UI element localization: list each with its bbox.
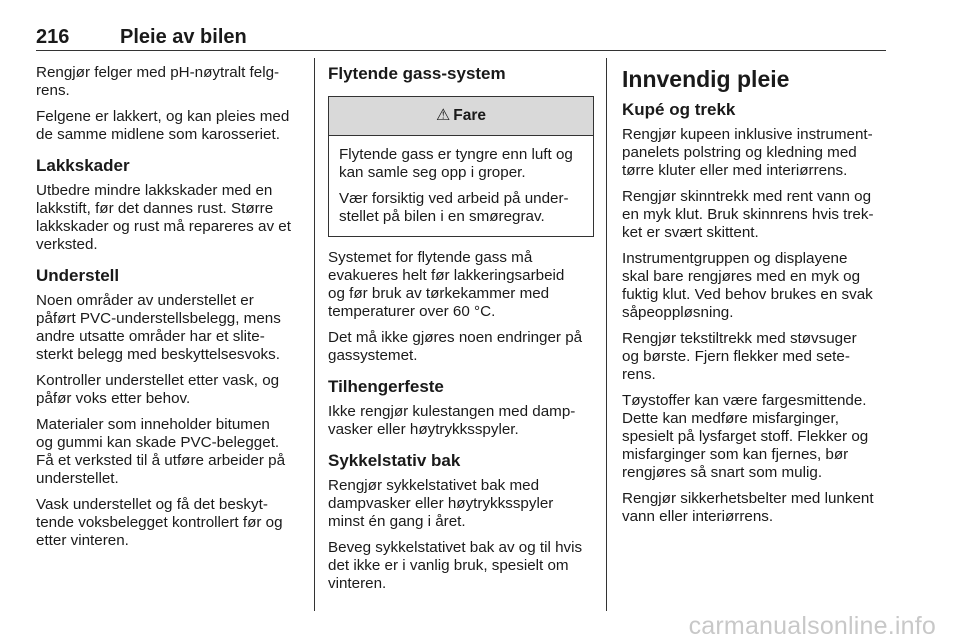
section-heading-understell: Understell <box>36 266 120 285</box>
column-3 <box>622 64 890 534</box>
paragraph: Beveg sykkelstativet bak av og til hvis det ikke er i vanlig bruk, spesielt om vinteren. <box>328 539 583 592</box>
section-heading-lakkskader: Lakkskader <box>36 156 130 175</box>
paragraph: Ikke rengjør kulestangen med damp- vasker eller høytrykksspyler. <box>328 403 576 438</box>
header-rule <box>36 50 886 51</box>
paragraph: Noen områder av understellet er påført PVC-understellsbelegg, mens andre utsatte områder har et slite- sterkt belegg med beskyttelsesvoks. <box>36 292 281 363</box>
warning-body <box>329 136 593 236</box>
section-heading-gass: Flytende gass-system <box>328 64 506 83</box>
paragraph: Rengjør skinntrekk med rent vann og en myk klut. Bruk skinnrens hvis trek- ket er svært skittent. <box>622 188 874 241</box>
warning-triangle-icon: ⚠ <box>435 107 451 124</box>
paragraph: Det må ikke gjøres noen endringer på gassystemet. <box>328 329 583 364</box>
paragraph: Vask understellet og få det beskyt- tende voksbelegget kontrollert før og etter vinteren. <box>36 496 283 549</box>
watermark: carmanualsonline.info <box>688 612 936 640</box>
paragraph: Tøystoffer kan være fargesmittende. Dette kan medføre misfarginger, spesielt på lysfarget stoff. Flekker og misfarginger som kan fjernes, bør rengjøres så snart som mulig. <box>622 392 869 481</box>
page-number: 216 <box>36 26 70 48</box>
paragraph: Kontroller understellet etter vask, og påfør voks etter behov. <box>36 372 280 407</box>
paragraph: Rengjør kupeen inklusive instrument- panelets polstring og kledning med tørre kluter eller med interiørrens. <box>622 126 873 179</box>
section-heading-kupe: Kupé og trekk <box>622 100 736 119</box>
paragraph: Flytende gass er tyngre enn luft og kan samle seg opp i groper. <box>339 146 573 181</box>
main-heading-innvendig-pleie: Innvendig pleie <box>622 66 790 92</box>
paragraph: Utbedre mindre lakkskader med en lakkstift, før det dannes rust. Større lakkskader og rust må repareres av et verksted. <box>36 182 291 253</box>
chapter-title: Pleie av bilen <box>120 26 247 48</box>
warning-header <box>329 97 593 136</box>
paragraph: Systemet for flytende gass må evakueres helt før lakkeringsarbeid og før bruk av tørkekammer med temperaturer over 60 °C. <box>328 249 565 320</box>
section-heading-tilhengerfeste: Tilhengerfeste <box>328 377 444 396</box>
paragraph: Rengjør felger med pH-nøytralt felg- rens. <box>36 64 280 99</box>
paragraph: Felgene er lakkert, og kan pleies med de samme midlene som karosseriet. <box>36 108 290 143</box>
paragraph: Rengjør sykkelstativet bak med dampvasker eller høytrykksspyler minst én gang i året. <box>328 477 554 530</box>
paragraph: Materialer som inneholder bitumen og gummi kan skade PVC-belegget. Få et verksted til å utføre arbeider på understellet. <box>36 416 286 487</box>
paragraph: Rengjør tekstiltrekk med støvsuger og børste. Fjern flekker med sete- rens. <box>622 330 857 383</box>
paragraph: Rengjør sikkerhetsbelter med lunkent vann eller interiørrens. <box>622 490 874 525</box>
column-divider-2 <box>606 58 607 611</box>
page-header <box>36 26 886 50</box>
paragraph: Vær forsiktig ved arbeid på under- stellet på bilen i en smøregrav. <box>339 190 569 225</box>
column-divider-1 <box>314 58 315 611</box>
column-2 <box>328 64 594 601</box>
section-heading-sykkelstativ: Sykkelstativ bak <box>328 451 461 470</box>
paragraph: Instrumentgruppen og displayene skal bare rengjøres med en myk og fuktig klut. Ved behov brukes en svak såpeoppløsning. <box>622 250 873 321</box>
warning-box <box>328 96 594 237</box>
column-1 <box>36 64 306 558</box>
warning-label: Fare <box>453 107 487 124</box>
